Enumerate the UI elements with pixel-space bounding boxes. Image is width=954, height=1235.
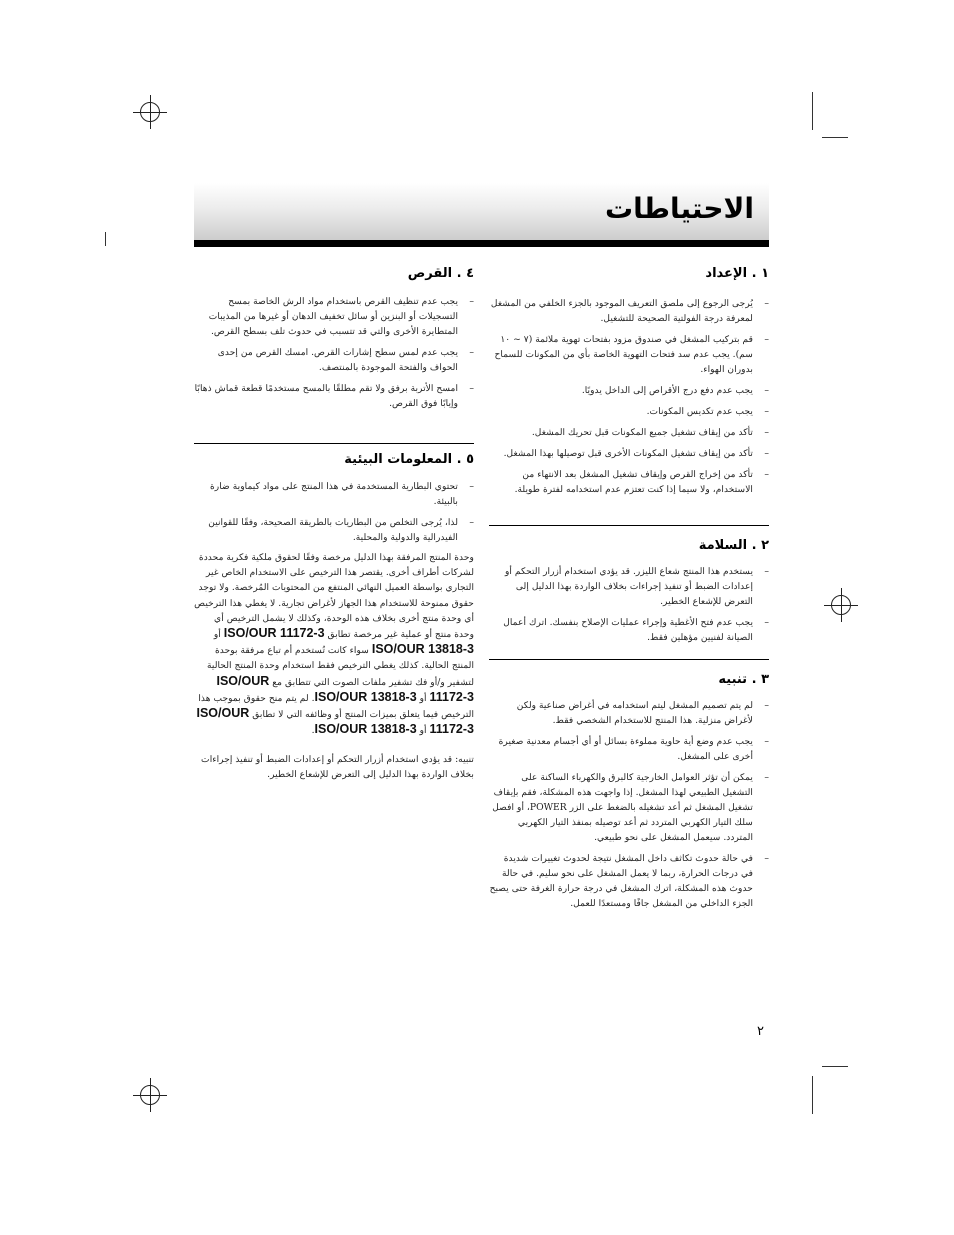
list-item: – يجب عدم فتح الأغطية وإجراء عمليات الإصلاح بنفسك. اترك أعمال الصيانة لفنيين مؤهلين فقط.	[489, 615, 769, 645]
list-item: – تأكد من إيقاف تشغيل جميع المكونات قبل تحريك المشغل.	[489, 425, 769, 440]
section-disc	[194, 294, 474, 417]
crop-mark	[812, 1076, 813, 1114]
title-rule	[194, 240, 769, 247]
section-title-safety: ٢ . السلامة	[698, 538, 769, 553]
section-divider	[489, 525, 769, 526]
section-environment	[194, 479, 474, 551]
list-item: – لم يتم تصميم المشغل ليتم استخدامه في أغراض صناعية ولكن لأغراض منزلية. هذا المنتج للاستخدام الشخصي فقط.	[489, 698, 769, 728]
standard-code: ISO/OUR 13818-3	[314, 689, 417, 704]
list-item: – يمكن أن تؤثر العوامل الخارجية كالبرق والكهرباء الساكنة على التشغيل الطبيعي لهذا المشغل. إذا واجهت هذه المشكلة، فقم بإيقاف تشغيل المشغل ثم أعد تشغيله بالضغط على الزر POWER، أو افصل سلك التيار الكهربي المتردد ثم أعد توصيله بمنفذ التيار الكهربي المتردد. سيعمل المشغل على نحو طبيعي.	[489, 770, 769, 845]
license-text: أو	[419, 725, 427, 737]
license-text: سواء كانت تُستخدم أم تباع مرفقة بوحدة المنتج الحالية. كذلك يغطي الترخيص فقط استخدام وحدة المنتج الحالية لتشفير و/أو فك تشفير ملفات الصوت التي تتطابق مع	[207, 645, 474, 688]
standard-code: ISO/OUR 11172-3	[223, 626, 325, 641]
crop-mark	[105, 232, 106, 246]
standard-code: ISO/OUR 13818-3	[371, 642, 474, 657]
list-item: – تحتوي البطارية المستخدمة في هذا المنتج على مواد كيماوية ضارة بالبيئة.	[194, 479, 474, 509]
standard-code: ISO/OUR 13818-3	[314, 722, 417, 737]
list-item: – في حالة حدوث تكاثف داخل المشغل نتيجة لحدوث تغييرات شديدة في درجات الحرارة، ربما لا يعمل المشغل على نحو سليم. في حالة حدوث هذه المشكلة، اترك المشغل في درجة حرارة الغرفة حتى يصبح الجزء الداخلي من المشغل جافًا ومستعدًا للعمل.	[489, 851, 769, 911]
license-text: .	[311, 725, 315, 737]
license-text: أو	[419, 692, 427, 704]
list-item: – يستخدم هذا المنتج شعاع الليزر. قد يؤدي استخدام أزرار التحكم أو إعدادات الضبط أو تنفيذ إجراءات بخلاف الواردة بهذا الدليل إلى التعرض للإشعاع الخطير.	[489, 564, 769, 609]
section-title-environment: ٥ . المعلومات البيئية	[344, 452, 474, 467]
license-text: وحدة المنتج المرفقة بهذا الدليل مرخصة وفقًا لحقوق ملكية فكرية محددة لشركات أطراف أخرى. يقتصر هذا الترخيص على الاستخدام الخاص غير التجاري بواسطة العميل النهائي المنتفع من المحتويات المُرخصة. ولا توجد حقوق ممنوحة للاستخدام هذا الجهاز لأغراض تجارية. لا يغطي هذا الترخيص أي وحدة منتج أخرى بخلاف هذه الوحدة، وكذلك لا يشمل الترخيص أي وحدة منتج أو عملية غير مرخصة تطابق	[194, 552, 474, 641]
page-title: الاحتياطات	[604, 192, 754, 225]
list-item: – تأكد من إيقاف تشغيل المكونات الأخرى قبل توصيلها بهذا المشغل.	[489, 446, 769, 461]
list-item: – يجب عدم دفع درج الأقراص إلى الداخل يدويًا.	[489, 383, 769, 398]
section-title-caution: ٣ . تنبيه	[718, 672, 769, 687]
list-item: – يجب عدم تنظيف القرص باستخدام مواد الرش الخاصة بمسح التسجيلات أو البنزين أو سائل تخفيف الدهان أو غيرها من المذيبات المتطايرة الأخرى والتي قد تتسبب في حدوث تلف بسطح القرص.	[194, 294, 474, 339]
registration-mark-bottom-left-icon	[140, 1085, 160, 1105]
standard-code: ISO/OUR 11172-3	[196, 706, 474, 737]
list-item: – امسح الأتربة برفق ولا تقم مطلقًا بالمسح مستخدمًا قطعة قماش ذهابًا وإيابًا فوق القرص.	[194, 381, 474, 411]
list-item: – يجب عدم وضع أية حاوية مملوءة بسائل أو أي أجسام معدنية صغيرة أخرى على المشغل.	[489, 734, 769, 764]
warning-note-block	[194, 752, 474, 782]
section-divider	[489, 659, 769, 660]
list-item: – لذا، يُرجى التخلص من البطاريات بالطريقة الصحيحة، وفقًا للقوانين الفيدرالية والدولية والمحلية.	[194, 515, 474, 545]
section-title-disc: ٤ . القرص	[407, 266, 474, 281]
list-item: – قم بتركيب المشغل في صندوق مزود بفتحات تهوية ملائمة (٧ ~ ١٠ سم). يجب عدم سد فتحات التهوية الخاصة بأي من المكونات للسماح بدوران الهواء.	[489, 332, 769, 377]
license-text: . لم يتم منح حقوق بموجب هذا الترخيص فيما يتعلق بميزات المنتج أو وظائفه التي لا تطابق	[198, 692, 474, 721]
section-safety	[489, 564, 769, 651]
list-item: – تأكد من إخراج القرص وإيقاف تشغيل المشغل بعد الانتهاء من الاستخدام، ولا سيما إذا كنت تعتزم عدم استخدامه لفترة طويلة.	[489, 467, 769, 497]
license-notice	[194, 550, 474, 738]
section-caution	[489, 698, 769, 917]
standard-code: ISO/OUR 11172-3	[216, 673, 474, 704]
license-paragraph	[194, 550, 474, 738]
registration-mark-right-icon	[831, 595, 851, 615]
list-item: – يجب عدم لمس سطح إشارات القرص. امسك القرص من إحدى الحواف والفتحة الموجودة بالمنتصف.	[194, 345, 474, 375]
crop-mark	[812, 92, 813, 130]
page-number: ٢	[757, 1024, 764, 1039]
section-setup	[489, 296, 769, 503]
crop-mark	[822, 1066, 848, 1067]
warning-note: تنبيه: قد يؤدي استخدام أزرار التحكم أو إعدادات الضبط أو تنفيذ إجراءات بخلاف الواردة بهذا الدليل إلى التعرض للإشعاع الخطير.	[201, 754, 474, 781]
section-divider	[194, 443, 474, 444]
list-item: – يُرجى الرجوع إلى ملصق التعريف الموجود بالجزء الخلفي من المشغل لمعرفة درجة الفولتية الصحيحة للتشغيل.	[489, 296, 769, 326]
list-item: – يجب عدم تكديس المكونات.	[489, 404, 769, 419]
crop-mark	[822, 137, 848, 138]
section-title-setup: ١ . الإعداد	[705, 266, 769, 281]
registration-mark-top-left-icon	[140, 102, 160, 122]
license-text: أو	[213, 629, 221, 641]
